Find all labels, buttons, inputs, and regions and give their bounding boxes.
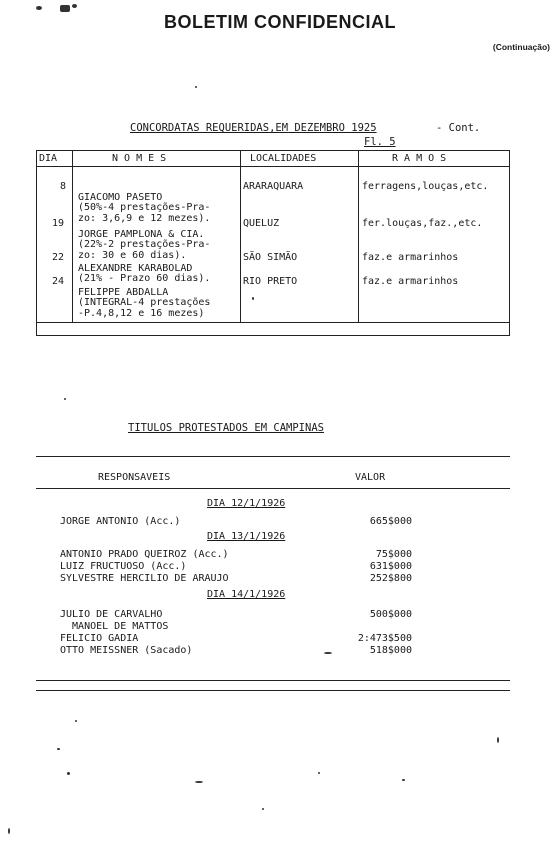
row-2-dia: 19 xyxy=(52,218,65,229)
row-2-ramos: fer.louças,faz.,etc. xyxy=(362,218,483,229)
date-heading: DIA 12/1/1926 xyxy=(207,498,286,509)
row-4-nome-line-1: FELIPPE ABDALLA xyxy=(78,286,169,298)
scan-speck xyxy=(8,828,10,834)
date-heading: DIA 13/1/1926 xyxy=(207,531,286,542)
scan-speck xyxy=(72,4,77,8)
table-bottom-rule xyxy=(36,322,510,323)
list-item-name: JORGE ANTONIO (Acc.) xyxy=(60,516,181,527)
row-4-nome xyxy=(78,277,210,319)
scan-speck xyxy=(60,5,70,12)
row-2-localidade: QUELUZ xyxy=(243,218,280,229)
sheet-number xyxy=(364,136,396,148)
row-4-ramos: faz.e armarinhos xyxy=(362,276,459,287)
column-header-localidades: LOCALIDADES xyxy=(250,153,317,164)
scan-speck xyxy=(67,772,70,775)
scan-speck xyxy=(64,398,66,400)
table-header-rule xyxy=(36,166,510,167)
column-divider-localidades xyxy=(358,150,359,323)
scan-speck xyxy=(252,297,254,300)
list-item-name: ANTONIO PRADO QUEIROZ (Acc.) xyxy=(60,549,229,560)
row-2-nome-line-3: zo: 30 e 60 dias). xyxy=(78,249,187,261)
row-2-nome-line-2: (22%-2 prestações-Pra- xyxy=(78,239,211,251)
scan-speck xyxy=(318,772,320,774)
list-item-value: 518$000 xyxy=(369,645,412,656)
row-1-ramos: ferragens,louças,etc. xyxy=(362,181,489,192)
row-1-dia: 8 xyxy=(60,181,67,192)
row-4-nome-line-2: (INTEGRAL-4 prestações xyxy=(78,297,211,309)
list-item-value: 500$000 xyxy=(369,609,412,620)
column-header-ramos: R A M O S xyxy=(392,153,447,164)
column-header-nomes: N O M E S xyxy=(112,153,167,164)
column-divider-dia xyxy=(72,150,73,323)
page-title: BOLETIM CONFIDENCIAL xyxy=(164,12,396,32)
row-3-nome-line-1: ALEXANDRE KARABOLAD xyxy=(78,262,193,274)
continuation-label: (Continuação) xyxy=(492,42,550,52)
row-3-ramos: faz.e armarinhos xyxy=(362,252,459,263)
protestos-bottom-rule xyxy=(36,680,510,681)
row-4-nome-line-3: -P.4,8,12 e 16 mezes) xyxy=(78,307,205,319)
list-item-value: 631$000 xyxy=(369,561,412,572)
scan-speck xyxy=(497,737,499,743)
list-item-name: LUIZ FRUCTUOSO (Acc.) xyxy=(60,561,187,572)
scan-speck xyxy=(75,720,77,722)
list-item-name: SYLVESTRE HERCILIO DE ARAUJO xyxy=(60,573,229,584)
list-item-value: 2:473$500 xyxy=(357,633,412,644)
row-3-localidade: SÃO SIMÃO xyxy=(243,252,298,263)
list-item-name: JULIO DE CARVALHO xyxy=(60,609,163,620)
continued-label: - Cont. xyxy=(436,122,481,134)
scan-speck xyxy=(324,652,332,654)
table-top-rule xyxy=(36,150,510,151)
column-header-valor: VALOR xyxy=(355,472,386,483)
row-2-nome-line-1: JORGE PAMPLONA & CIA. xyxy=(78,228,205,240)
list-item-value: 252$800 xyxy=(369,573,412,584)
sheet-number-text: Fl. 5 xyxy=(364,136,396,148)
scan-speck xyxy=(195,86,197,88)
row-3-dia: 22 xyxy=(52,252,65,263)
protestos-header-rule xyxy=(36,488,510,489)
scan-speck xyxy=(195,781,203,783)
scan-speck xyxy=(57,748,60,750)
protestos-title: TITULOS PROTESTADOS EM CAMPINAS xyxy=(128,422,324,434)
scan-speck xyxy=(402,779,405,781)
row-1-localidade: ARARAQUARA xyxy=(243,181,304,192)
table-right-edge xyxy=(509,150,510,336)
row-3-nome-line-2: (21% - Prazo 60 dias). xyxy=(78,273,211,285)
column-divider-nomes xyxy=(240,150,241,323)
scan-speck xyxy=(36,6,42,10)
row-1-nome-line-3: zo: 3,6,9 e 12 mezes). xyxy=(78,212,211,224)
list-item-name: FELICIO GADIA xyxy=(60,633,139,644)
table-footer-rule xyxy=(36,335,510,336)
column-header-dia: DIA xyxy=(39,153,58,164)
protestos-top-rule xyxy=(36,456,510,457)
list-item-name: MANOEL DE MATTOS xyxy=(60,621,169,632)
row-1-nome-line-2: (50%-4 prestações-Pra- xyxy=(78,202,211,214)
date-heading: DIA 14/1/1926 xyxy=(207,589,286,600)
concordatas-title: CONCORDATAS REQUERIDAS,EM DEZEMBRO 1925 xyxy=(130,122,377,134)
list-item-value: 665$000 xyxy=(369,516,412,527)
row-1-nome-line-1: GIACOMO PASETO xyxy=(78,191,163,203)
column-header-responsaveis: RESPONSAVEIS xyxy=(98,472,171,483)
row-4-dia: 24 xyxy=(52,276,65,287)
list-item-value: 75$000 xyxy=(375,549,412,560)
row-4-localidade: RIO PRETO xyxy=(243,276,298,287)
table-left-edge xyxy=(36,150,37,336)
protestos-bottom-rule-2 xyxy=(36,690,510,691)
list-item-name: OTTO MEISSNER (Sacado) xyxy=(60,645,193,656)
scan-speck xyxy=(262,808,264,810)
